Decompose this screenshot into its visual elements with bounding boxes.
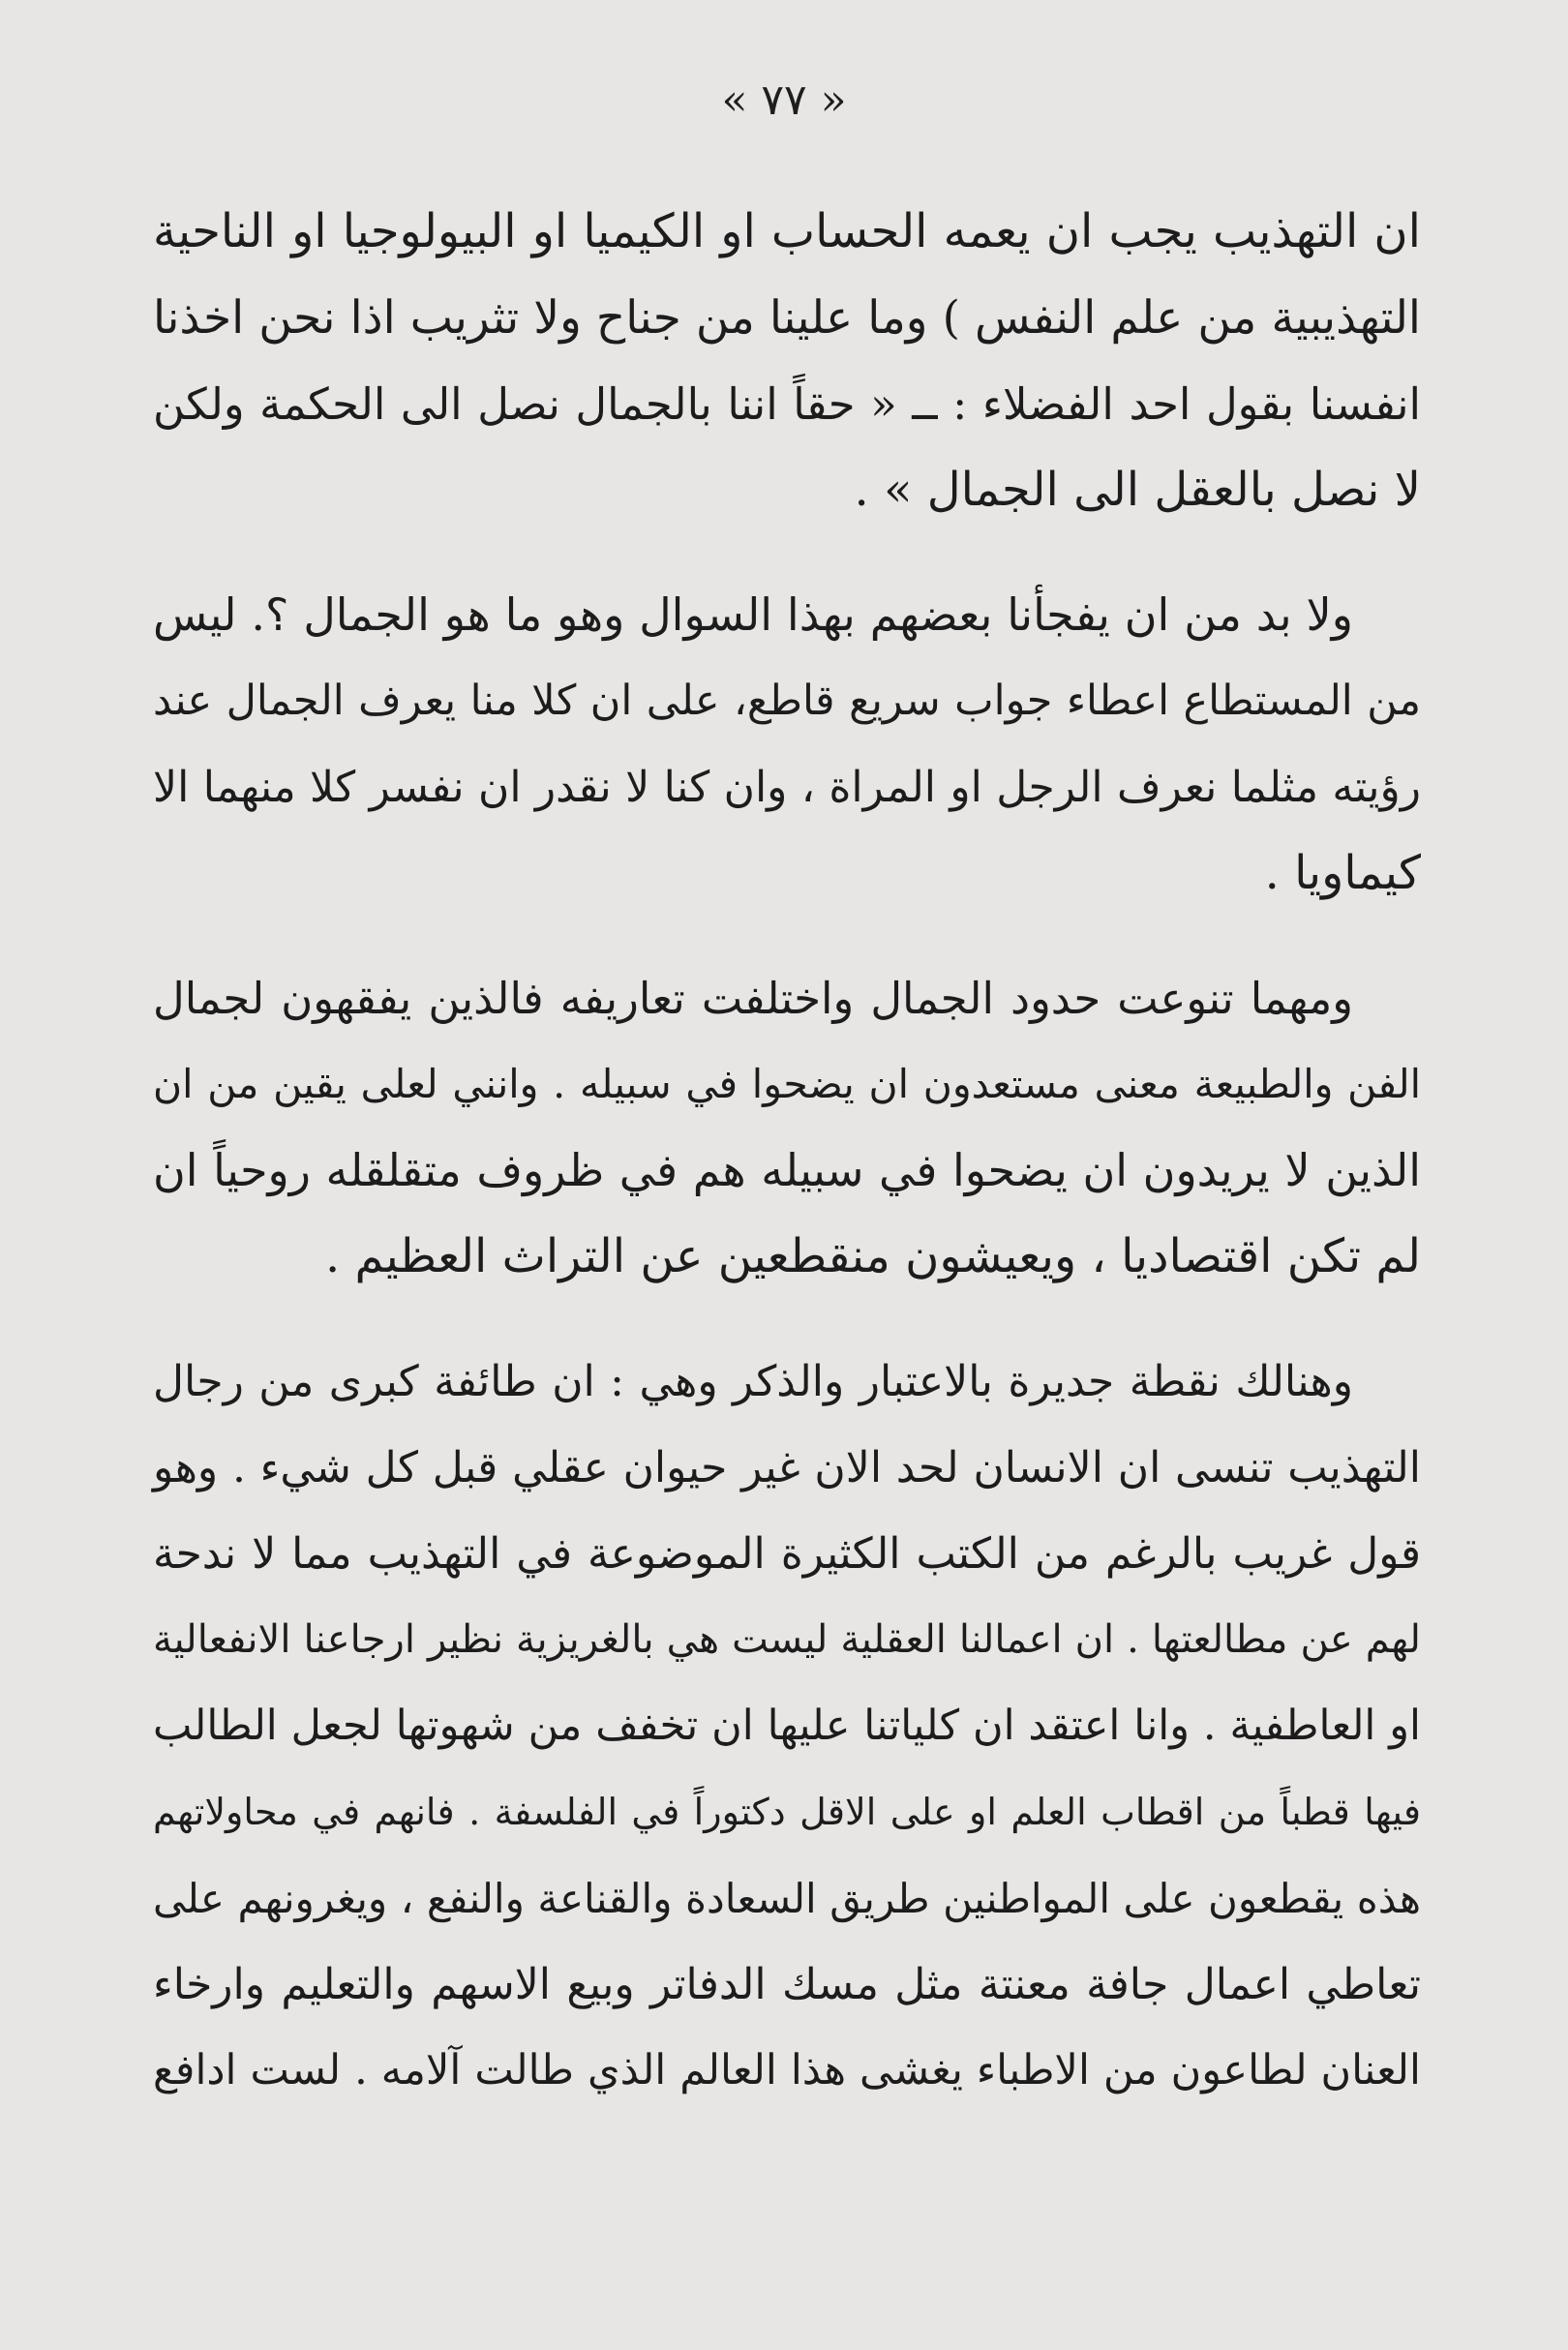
text-line: كيماويا . <box>1264 846 1421 900</box>
text-line: ولا بد من ان يفجأنا بعضهم بهذا السوال وهو ما هو الجمال ؟. ليس <box>153 588 1353 641</box>
text-line: لهم عن مطالعتها . ان اعمالنا العقلية ليست هي بالغريزية نظير ارجاعنا الانفعالية <box>153 1617 1421 1662</box>
paragraph-2 <box>153 572 1421 917</box>
text-line: لم تكن اقتصاديا ، ويعيشون منقطعين عن التراث العظيم . <box>324 1229 1421 1283</box>
text-line: وهنالك نقطة جديرة بالاعتبار والذكر وهي : ان طائفة كبرى من رجال <box>153 1357 1353 1406</box>
text-line: ان التهذيب يجب ان يعمه الحساب او الكيميا او البيولوجيا او الناحية <box>153 204 1421 258</box>
page-number: « ٧٧ » <box>721 75 847 125</box>
body-text <box>153 189 1421 2114</box>
text-line: لا نصل بالعقل الى الجمال » . <box>854 463 1421 517</box>
text-line: هذه يقطعون على المواطنين طريق السعادة والقناعة والنفع ، ويغرونهم على <box>153 1875 1421 1922</box>
paragraph-3 <box>153 955 1421 1300</box>
text-line: رؤيته مثلما نعرف الرجل او المراة ، وان كنا لا نقدر ان نفسر كلا منهما الا <box>153 763 1421 812</box>
paragraph-1 <box>153 189 1421 533</box>
text-line: او العاطفية . وانا اعتقد ان كلياتنا عليها ان تخفف من شهوتها لجعل الطالب <box>153 1702 1421 1750</box>
text-line: قول غريب بالرغم من الكتب الكثيرة الموضوعة في التهذيب مما لا ندحة <box>153 1529 1421 1579</box>
text-line: الذين لا يريدون ان يضحوا في سبيله هم في ظروف متقلقله روحياً ان <box>153 1144 1421 1196</box>
paragraph-4 <box>153 1339 1421 2114</box>
text-line: من المستطاع اعطاء جواب سريع قاطع، على ان كلا منا يعرف الجمال عند <box>153 677 1421 725</box>
text-line: التهذيبية من علم النفس ) وما علينا من جناح ولا تثريب اذا نحن اخذنا <box>153 291 1421 345</box>
text-line: الفن والطبيعة معنى مستعدون ان يضحوا في سبيله . وانني لعلى يقين من ان <box>153 1061 1421 1107</box>
text-line: فيها قطباً من اقطاب العلم او على الاقل دكتوراً في الفلسفة . فانهم في محاولاتهم <box>153 1791 1421 1833</box>
text-line: العنان لطاعون من الاطباء يغشى هذا العالم الذي طالت آلامه . لست ادافع <box>153 2046 1421 2094</box>
text-line: التهذيب تنسى ان الانسان لحد الان غير حيوان عقلي قبل كل شيء . وهو <box>153 1443 1421 1492</box>
text-line: تعاطي اعمال جافة معنتة مثل مسك الدفاتر وبيع الاسهم والتعليم وارخاء <box>153 1960 1421 2009</box>
text-line: انفسنا بقول احد الفضلاء : ــ « حقاً اننا بالجمال نصل الى الحكمة ولكن <box>153 378 1421 430</box>
text-line: ومهما تنوعت حدود الجمال واختلفت تعاريفه فالذين يفقهون لجمال <box>153 973 1353 1024</box>
